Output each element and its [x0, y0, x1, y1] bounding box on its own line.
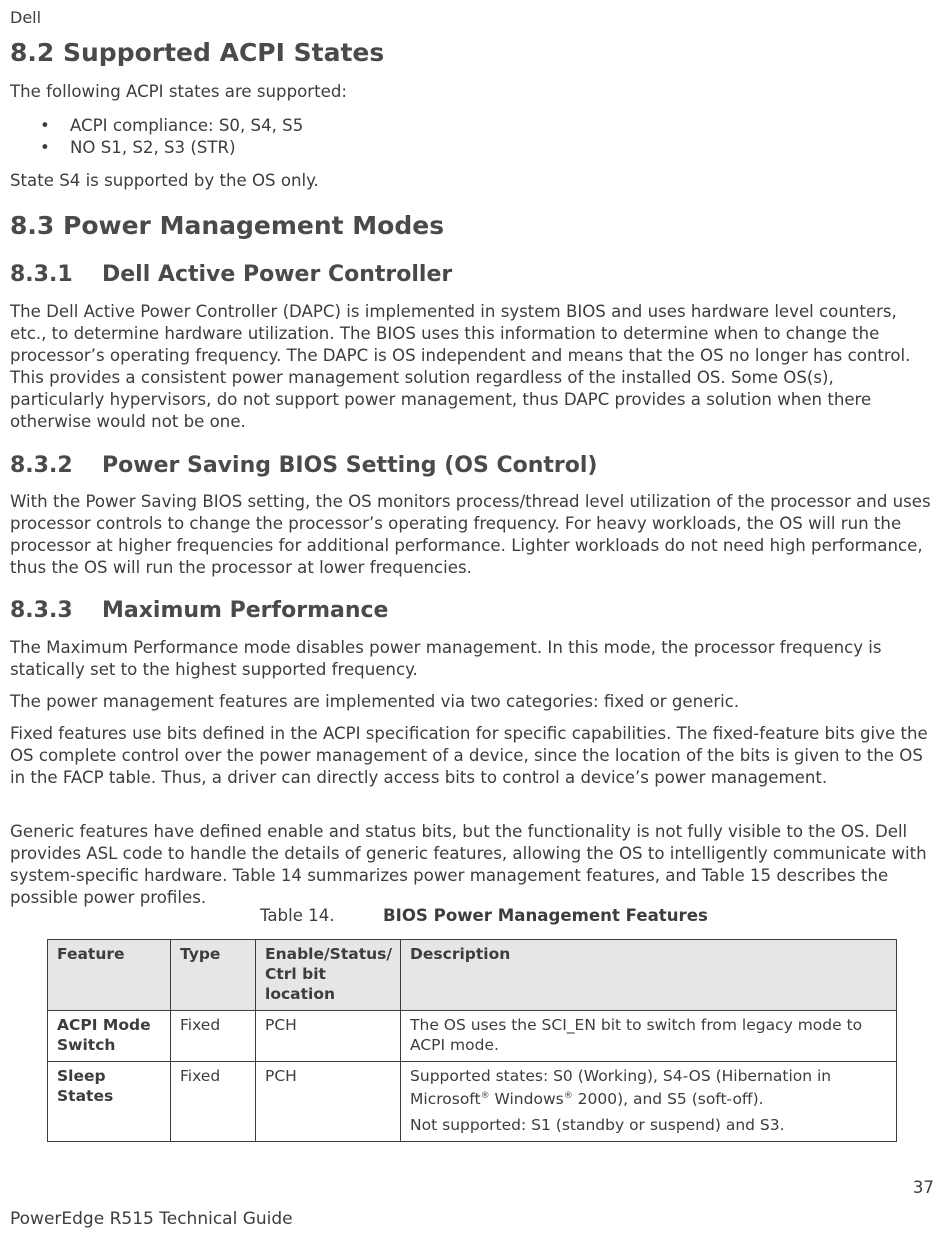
column-header: Enable/Status/ Ctrl bit location [256, 940, 401, 1011]
section-8-2-intro: The following ACPI states are supported: [10, 82, 347, 101]
table-cell-feature: Sleep States [48, 1062, 171, 1142]
table-header-row [48, 940, 897, 1011]
section-8-3-1-body: The Dell Active Power Controller (DAPC) is implemented in system BIOS and uses hardware level counters, etc., to determine hardware utilization. The BIOS uses this information to determine when to change the processor’s operating frequency. The DAPC is OS independent and means that the OS no longer has control. This provides a consistent power management solution regardless of the installed OS. Some OS(s), particularly hypervisors, do not support power management, thus DAPC provides a solution when there otherwise would not be one. [10, 302, 911, 431]
table-cell-feature: ACPI Mode Switch [48, 1011, 171, 1062]
table-caption [260, 906, 708, 925]
table-caption-title: BIOS Power Management Features [383, 906, 708, 925]
table-cell-type: Fixed [171, 1062, 256, 1142]
section-8-2-title: 8.2 Supported ACPI States [10, 38, 385, 67]
acpi-states-list [40, 115, 303, 159]
list-item: • ACPI compliance: S0, S4, S5 [40, 115, 303, 137]
description-part: 2000), and S5 (soft-off). [572, 1090, 764, 1109]
paragraph: Generic features have defined enable and status bits, but the functionality is not fully visible to the OS. Dell provides ASL code to handle the details of generic features, allowing the OS to intelligently communicate with system-specific hardware. Table 14 summarizes power management features, and Table 15 describes the possible power profiles. [10, 822, 927, 907]
column-header: Description [401, 940, 897, 1011]
registered-mark: ® [480, 1091, 490, 1101]
paragraph: The Maximum Performance mode disables power management. In this mode, the processor frequency is statically set to the highest supported frequency. [10, 638, 882, 679]
table-caption-number: Table 14. [260, 906, 335, 925]
table-cell-location: PCH [256, 1062, 401, 1142]
section-number: 8.3.2 [10, 453, 73, 478]
paragraph: The power management features are implemented via two categories: fixed or generic. [10, 692, 740, 711]
section-8-3-2-heading [10, 453, 597, 478]
table-cell-type: Fixed [171, 1011, 256, 1062]
section-8-2-note: State S4 is supported by the OS only. [10, 171, 319, 190]
description-note: Not supported: S1 (standby or suspend) and S3. [410, 1116, 785, 1135]
page-number: 37 [912, 1178, 934, 1197]
table-cell-location: PCH [256, 1011, 401, 1062]
list-item: • NO S1, S2, S3 (STR) [40, 137, 303, 159]
description-part: Supported states: S0 (Working), S4-OS (Hibernation in Microsoft [410, 1067, 832, 1109]
section-title: Maximum Performance [102, 598, 389, 623]
section-number: 8.3.1 [10, 262, 73, 287]
column-header: Feature [48, 940, 171, 1011]
description-part: Windows [489, 1090, 564, 1109]
registered-mark: ® [563, 1091, 573, 1101]
header-brand: Dell [10, 8, 42, 27]
table-cell-description: The OS uses the SCI_EN bit to switch from legacy mode to ACPI mode. [401, 1011, 897, 1062]
section-8-3-3-heading [10, 598, 388, 623]
section-8-3-1-heading [10, 262, 452, 287]
section-number: 8.3.3 [10, 598, 73, 623]
paragraph: Fixed features use bits defined in the ACPI specification for specific capabilities. The fixed-feature bits give the OS complete control over the power management of a device, since the location of the bits is given to the OS in the FACP table. Thus, a driver can directly access bits to control a device’s power management. [10, 724, 928, 787]
section-title: Power Saving BIOS Setting (OS Control) [102, 453, 598, 478]
description-text [410, 1066, 888, 1109]
section-8-3-title: 8.3 Power Management Modes [10, 211, 445, 240]
table-cell-description [401, 1062, 897, 1142]
table-row [48, 1062, 897, 1142]
table-row [48, 1011, 897, 1062]
section-title: Dell Active Power Controller [102, 262, 453, 287]
section-8-3-2-body: With the Power Saving BIOS setting, the OS monitors process/thread level utilization of the processor and uses processor controls to change the processor’s operating frequency. For heavy workloads, the OS will run the processor at higher frequencies for additional performance. Lighter workloads do not need high performance, thus the OS will run the processor at lower frequencies. [10, 492, 931, 577]
power-management-features-table [47, 939, 897, 1142]
column-header: Type [171, 940, 256, 1011]
footer-guide-title: PowerEdge R515 Technical Guide [10, 1209, 293, 1229]
